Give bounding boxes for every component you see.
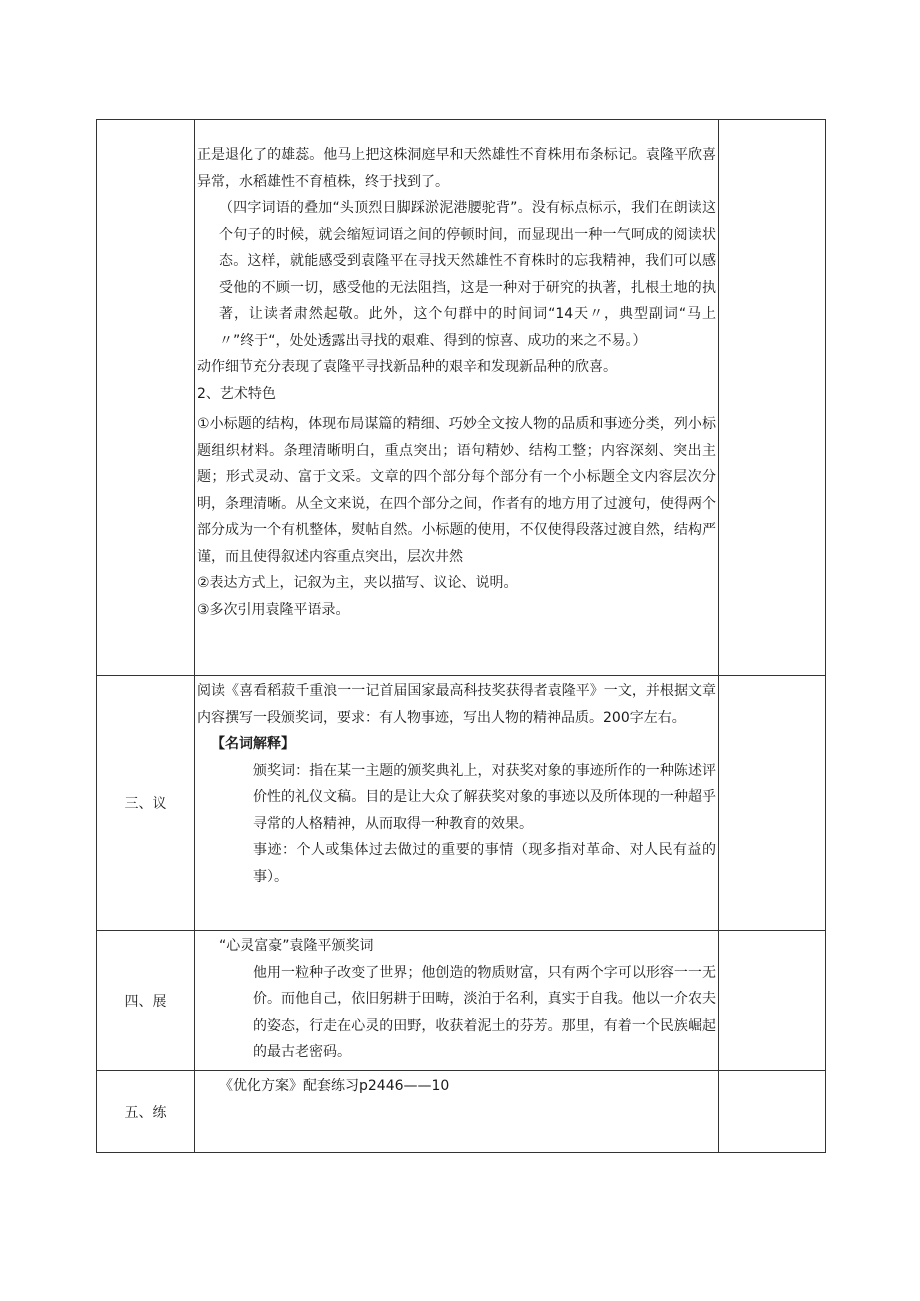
discuss-content (195, 676, 719, 931)
display-content (195, 931, 719, 1071)
row-label-practice: 五、练 (97, 1071, 195, 1153)
section-heading: 【名词解释】 (211, 736, 295, 752)
paragraph: 2、艺术特色 (197, 385, 276, 402)
paragraph: 他用一粒种子改变了世界；他创造的物质财富，只有两个字可以形容一一无价。而他自己，依旧躬耕于田畴，淡泊于名利，真实于自我。他以一介农夫的姿态，行走在心灵的田野，收获着泥土的芬芳。那里，有着一个民族崛起的最古老密码。 (253, 964, 716, 1060)
analysis-content (195, 120, 719, 676)
paragraph: ②表达方式上，记叙为主，夹以描写、议论、说明。 (197, 575, 518, 591)
table-row-display (97, 931, 826, 1071)
row-label-empty (97, 120, 195, 676)
lesson-plan-table (96, 119, 826, 1153)
paragraph: ③多次引用袁隆平语录。 (197, 601, 350, 618)
practice-content (195, 1071, 719, 1153)
table-row-analysis (97, 120, 826, 676)
notes-cell (719, 676, 826, 931)
table-row-practice (97, 1071, 826, 1153)
paragraph: 《优化方案》配套练习p2446——10 (219, 1078, 450, 1094)
row-label-display: 四、展 (97, 931, 195, 1071)
table-row-discuss (97, 676, 826, 931)
paragraph: “心灵富豪”袁隆平颁奖词 (219, 938, 374, 954)
notes-cell (719, 120, 826, 676)
paragraph: （四字词语的叠加“头顶烈日脚踩淤泥港腰驼背”。没有标点标示，我们在朗读这个句子的时候，就会缩短词语之间的停顿时间，而显现出一种一气呵成的阅读状态。这样，就能感受到袁隆平在寻找天然雄性不育株时的忘我精神，我们可以感受他的不顾一切，感受他的无法阻挡，这是一种对于研究的执著，扎根土地的执著，让读者肃然起敬。此外，这个句群中的时间词“14天〃，典型副词“马上〃”终于“，处处透露出寻找的艰难、得到的惊喜、成功的来之不易。） (219, 200, 716, 349)
paragraph: ①小标题的结构，体现布局谋篇的精细、巧妙全文按人物的品质和事迹分类，列小标题组织材料。条理清晰明白，重点突出；语句精妙、结构工整；内容深刻、突出主题；形式灵动、富于文采。文章的四个部分每个部分有一个小标题全文内容层次分明，条理清晰。从全文来说，在四个部分之间，作者有的地方用了过渡句，使得两个部分成为一个有机整体，熨帖自然。小标题的使用，不仅使得段落过渡自然，结构严谨，而且使得叙述内容重点突出，层次井然 (197, 416, 716, 565)
paragraph: 正是退化了的雄蕊。他马上把这株洞庭早和天然雄性不育株用布条标记。袁隆平欣喜异常，水稻雄性不育植株，终于找到了。 (197, 147, 716, 190)
notes-cell (719, 1071, 826, 1153)
paragraph: 阅读《喜看稻菽千重浪一一记首届国家最高科技奖获得者袁隆平》一文，并根据文章内容撰写一段颁奖词，要求：有人物事迹，写出人物的精神品质。200字左右。 (197, 683, 716, 726)
notes-cell (719, 931, 826, 1071)
paragraph: 事迹：个人或集体过去做过的重要的事情（现多指对革命、对人民有益的事）。 (253, 842, 716, 885)
paragraph: 动作细节充分表现了袁隆平寻找新品种的艰辛和发现新品种的欣喜。 (197, 359, 617, 375)
paragraph: 颁奖词：指在某一主题的颁奖典礼上，对获奖对象的事迹所作的一种陈述评价性的礼仪文稿。目的是让大众了解获奖对象的事迹以及所体现的一种超乎寻常的人格精神，从而取得一种教育的效果。 (253, 762, 716, 832)
row-label-discuss: 三、议 (97, 676, 195, 931)
